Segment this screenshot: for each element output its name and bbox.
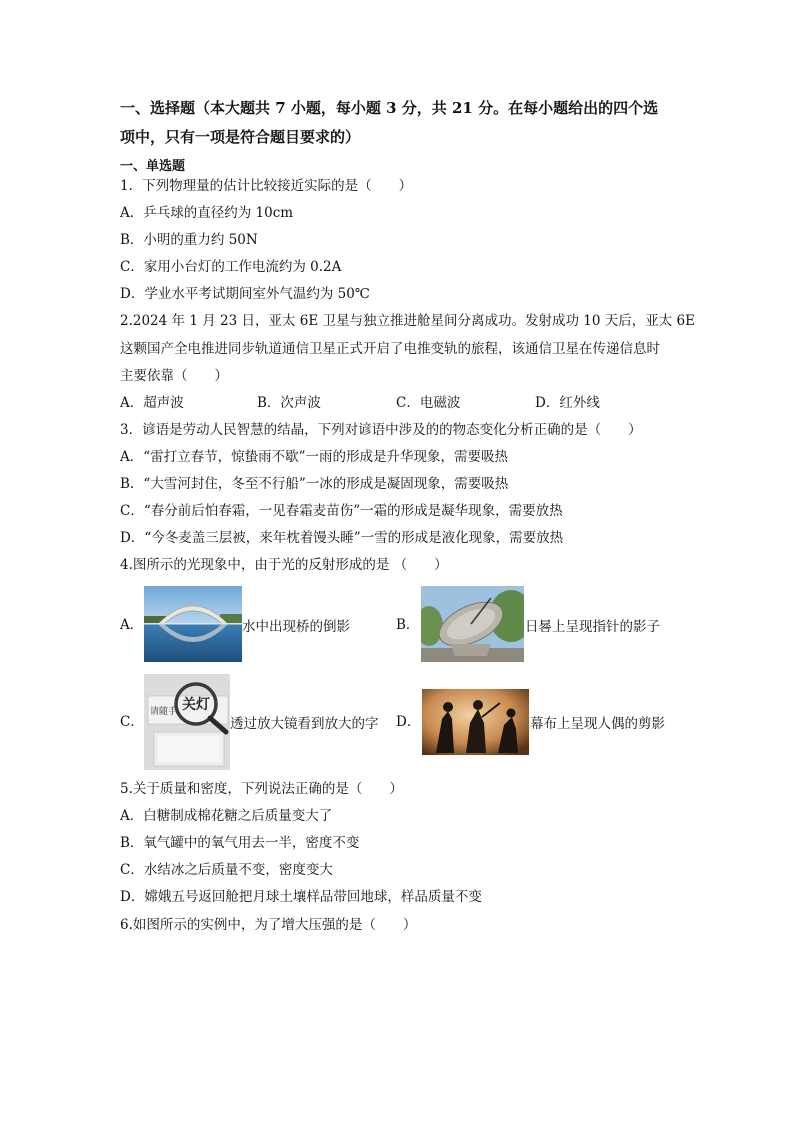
q1-option-b: B．小明的重力约 50N [120,232,258,248]
q1-option-a: A．乒乓球的直径约为 10cm [120,205,294,221]
q4-option-a-label: A． [120,617,144,633]
q2-stem-line2: 这颗国产全电推进同步轨道通信卫星正式开启了电推变轨的旅程，该通信卫星在传递信息时 [120,341,660,357]
shadow-puppet-image [422,689,529,755]
q3-stem: 3．谚语是劳动人民智慧的结晶，下列对谚语中涉及的的物态变化分析正确的是（ ） [120,422,642,438]
q6-stem: 6.如图所示的实例中，为了增大压强的是（ ） [120,917,417,933]
q5-option-d: D．嫦娥五号返回舱把月球土壤样品带回地球，样品质量不变 [120,889,482,905]
q3-option-b: B．“大雪河封住，冬至不行船”一冰的形成是凝固现象，需要吸热 [120,476,509,492]
q5-option-a: A．白糖制成棉花糖之后质量变大了 [120,808,333,824]
q2-option-a: A．超声波 [120,395,184,411]
q1-option-c: C．家用小台灯的工作电流约为 0.2A [120,259,342,275]
q3-option-c: C．“春分前后怕春霜，一见春霜麦苗伤”一霜的形成是凝华现象，需要放热 [120,503,563,519]
q4-stem: 4.图所示的光现象中，由于光的反射形成的是 （ ） [120,557,448,573]
subheading: 一、单选题 [120,159,186,174]
q4-option-d-text: 幕布上呈现人偶的剪影 [530,716,665,732]
sundial-image [421,586,524,662]
q2-stem-line1: 2.2024 年 1 月 23 日，亚太 6E 卫星与独立推进舱星间分离成功。发射成功 10 天后，亚太 6E [120,313,695,329]
q5-stem: 5.关于质量和密度，下列说法正确的是（ ） [120,781,403,797]
q1-option-d: D．学业水平考试期间室外气温约为 50℃ [120,286,370,302]
section-heading-line1: 一、选择题（本大题共 7 小题，每小题 3 分，共 21 分。在每小题给出的四个选 [120,99,659,117]
q4-option-a-text: 水中出现桥的倒影 [242,619,350,635]
q1-stem: 1．下列物理量的估计比较接近实际的是（ ） [120,178,413,194]
q2-option-c: C．电磁波 [396,395,461,411]
q4-option-c-label: C． [120,714,144,730]
q4-option-c-text: 透过放大镜看到放大的字 [230,716,379,732]
q4-option-d-label: D． [396,714,421,730]
q3-option-d: D．“今冬麦盖三层被，来年枕着馒头睡”一雪的形成是液化现象，需要放热 [120,530,564,546]
q4-option-b-label: B． [396,617,420,633]
sign-small-text: 请随手 [150,707,178,717]
section-heading-line2: 项中，只有一项是符合题目要求的） [120,128,361,146]
q2-option-d: D．红外线 [535,395,600,411]
q3-option-a: A．“雷打立春节，惊蛰雨不歇”一雨的形成是升华现象，需要吸热 [120,449,509,465]
sign-magnified-text: 关灯 [182,697,210,713]
q4-option-b-text: 日晷上呈现指针的影子 [525,619,660,635]
q5-option-b: B．氧气罐中的氧气用去一半，密度不变 [120,835,360,851]
magnifier-image [144,674,230,770]
q5-option-c: C．水结冰之后质量不变，密度变大 [120,862,333,878]
bridge-reflection-image [144,586,242,662]
q2-options [120,393,680,413]
q2-option-b: B．次声波 [257,395,321,411]
q2-stem-line3: 主要依靠（ ） [120,368,228,384]
